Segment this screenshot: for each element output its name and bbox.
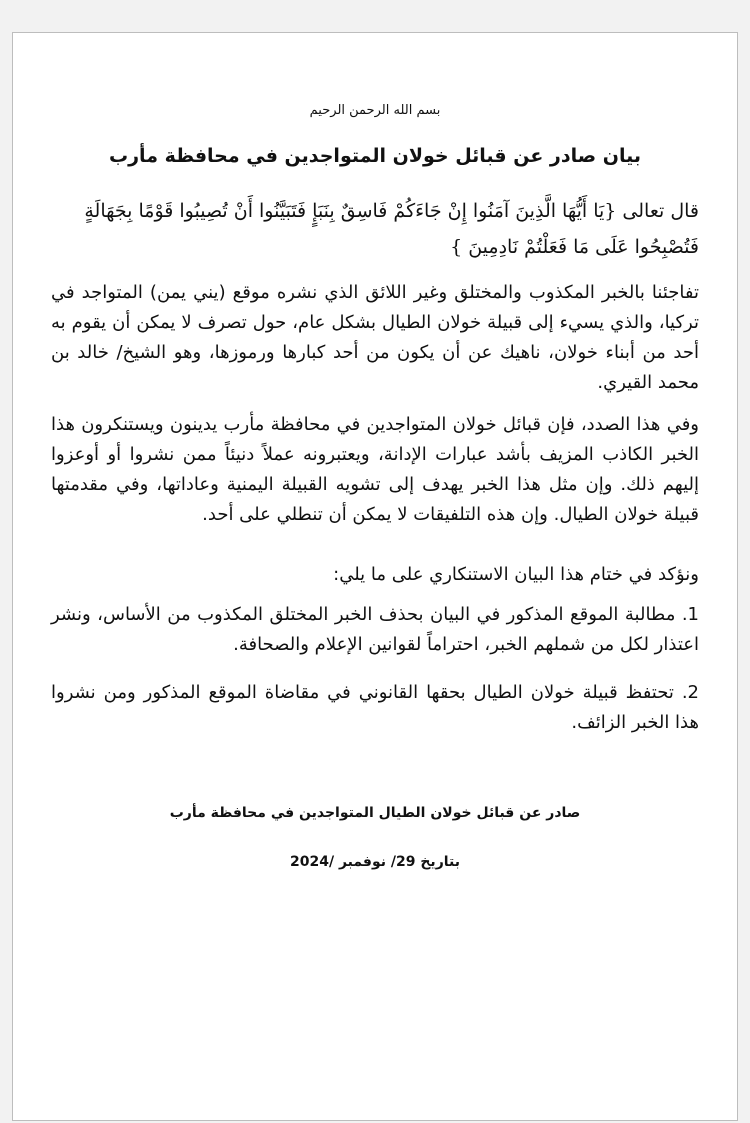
issue-date: بتاريخ 29/ نوفمبر /2024: [290, 854, 460, 870]
paragraph-conclusion-lead: ونؤكد في ختام هذا البيان الاستنكاري على ما يلي:: [333, 564, 699, 585]
list-item-demand-1: 1. مطالبة الموقع المذكور في البيان بحذف الخبر المختلق المكذوب من الأساس، ونشر اعتذار لكل من شملهم الخبر، احتراماً لقوانين الإعلام والصحافة.: [51, 604, 699, 655]
statement-title: بيان صادر عن قبائل خولان المتواجدين في محافظة مأرب: [109, 145, 641, 167]
paragraph-condemnation: وفي هذا الصدد، فإن قبائل خولان المتواجدين في محافظة مأرب يدينون ويستنكرون هذا الخبر الكاذب المزيف بأشد عبارات الإدانة، ويعتبرونه عملاً دنيئاً ممن نشروا أو أوعزوا إليهم ذلك. وإن مثل هذا الخبر يهدف إلى تشويه القبيلة اليمنية وعاداتها، وفي مقدمتها قبيلة خولان الطيال. وإن هذه التلفيقات لا يمكن أن تنطلي على أحد.: [51, 414, 699, 525]
list-item-demand-2: 2. تحتفظ قبيلة خولان الطيال بحقها القانوني في مقاضاة الموقع المذكور ومن نشروا هذا الخبر الزائف.: [51, 682, 699, 733]
issuer-signature: صادر عن قبائل خولان الطيال المتواجدين في محافظة مأرب: [169, 805, 581, 821]
statement-document: [13, 33, 737, 1120]
basmala-heading: بسم الله الرحمن الرحيم: [309, 103, 441, 118]
document-page: [12, 32, 738, 1121]
quran-verse: قال تعالى {يَا أَيُّهَا الَّذِينَ آمَنُوا إِنْ جَاءَكُمْ فَاسِقٌ بِنَبَإٍ فَتَبَيَّنُوا أَنْ تُصِيبُوا قَوْمًا بِجَهَالَةٍ فَتُصْبِحُوا عَلَى مَا فَعَلْتُمْ نَادِمِينَ }: [84, 200, 699, 258]
paragraph-intro: تفاجئنا بالخبر المكذوب والمختلق وغير اللائق الذي نشره موقع (يني يمن) المتواجد في تركيا، والذي يسيء إلى قبيلة خولان الطيال بشكل عام، حول تصرف لا يمكن أن يقوم به أحد من أبناء خولان، ناهيك عن أن يكون من أحد كبارها ورموزها، وهو الشيخ/ خالد بن محمد القيري.: [51, 282, 699, 393]
